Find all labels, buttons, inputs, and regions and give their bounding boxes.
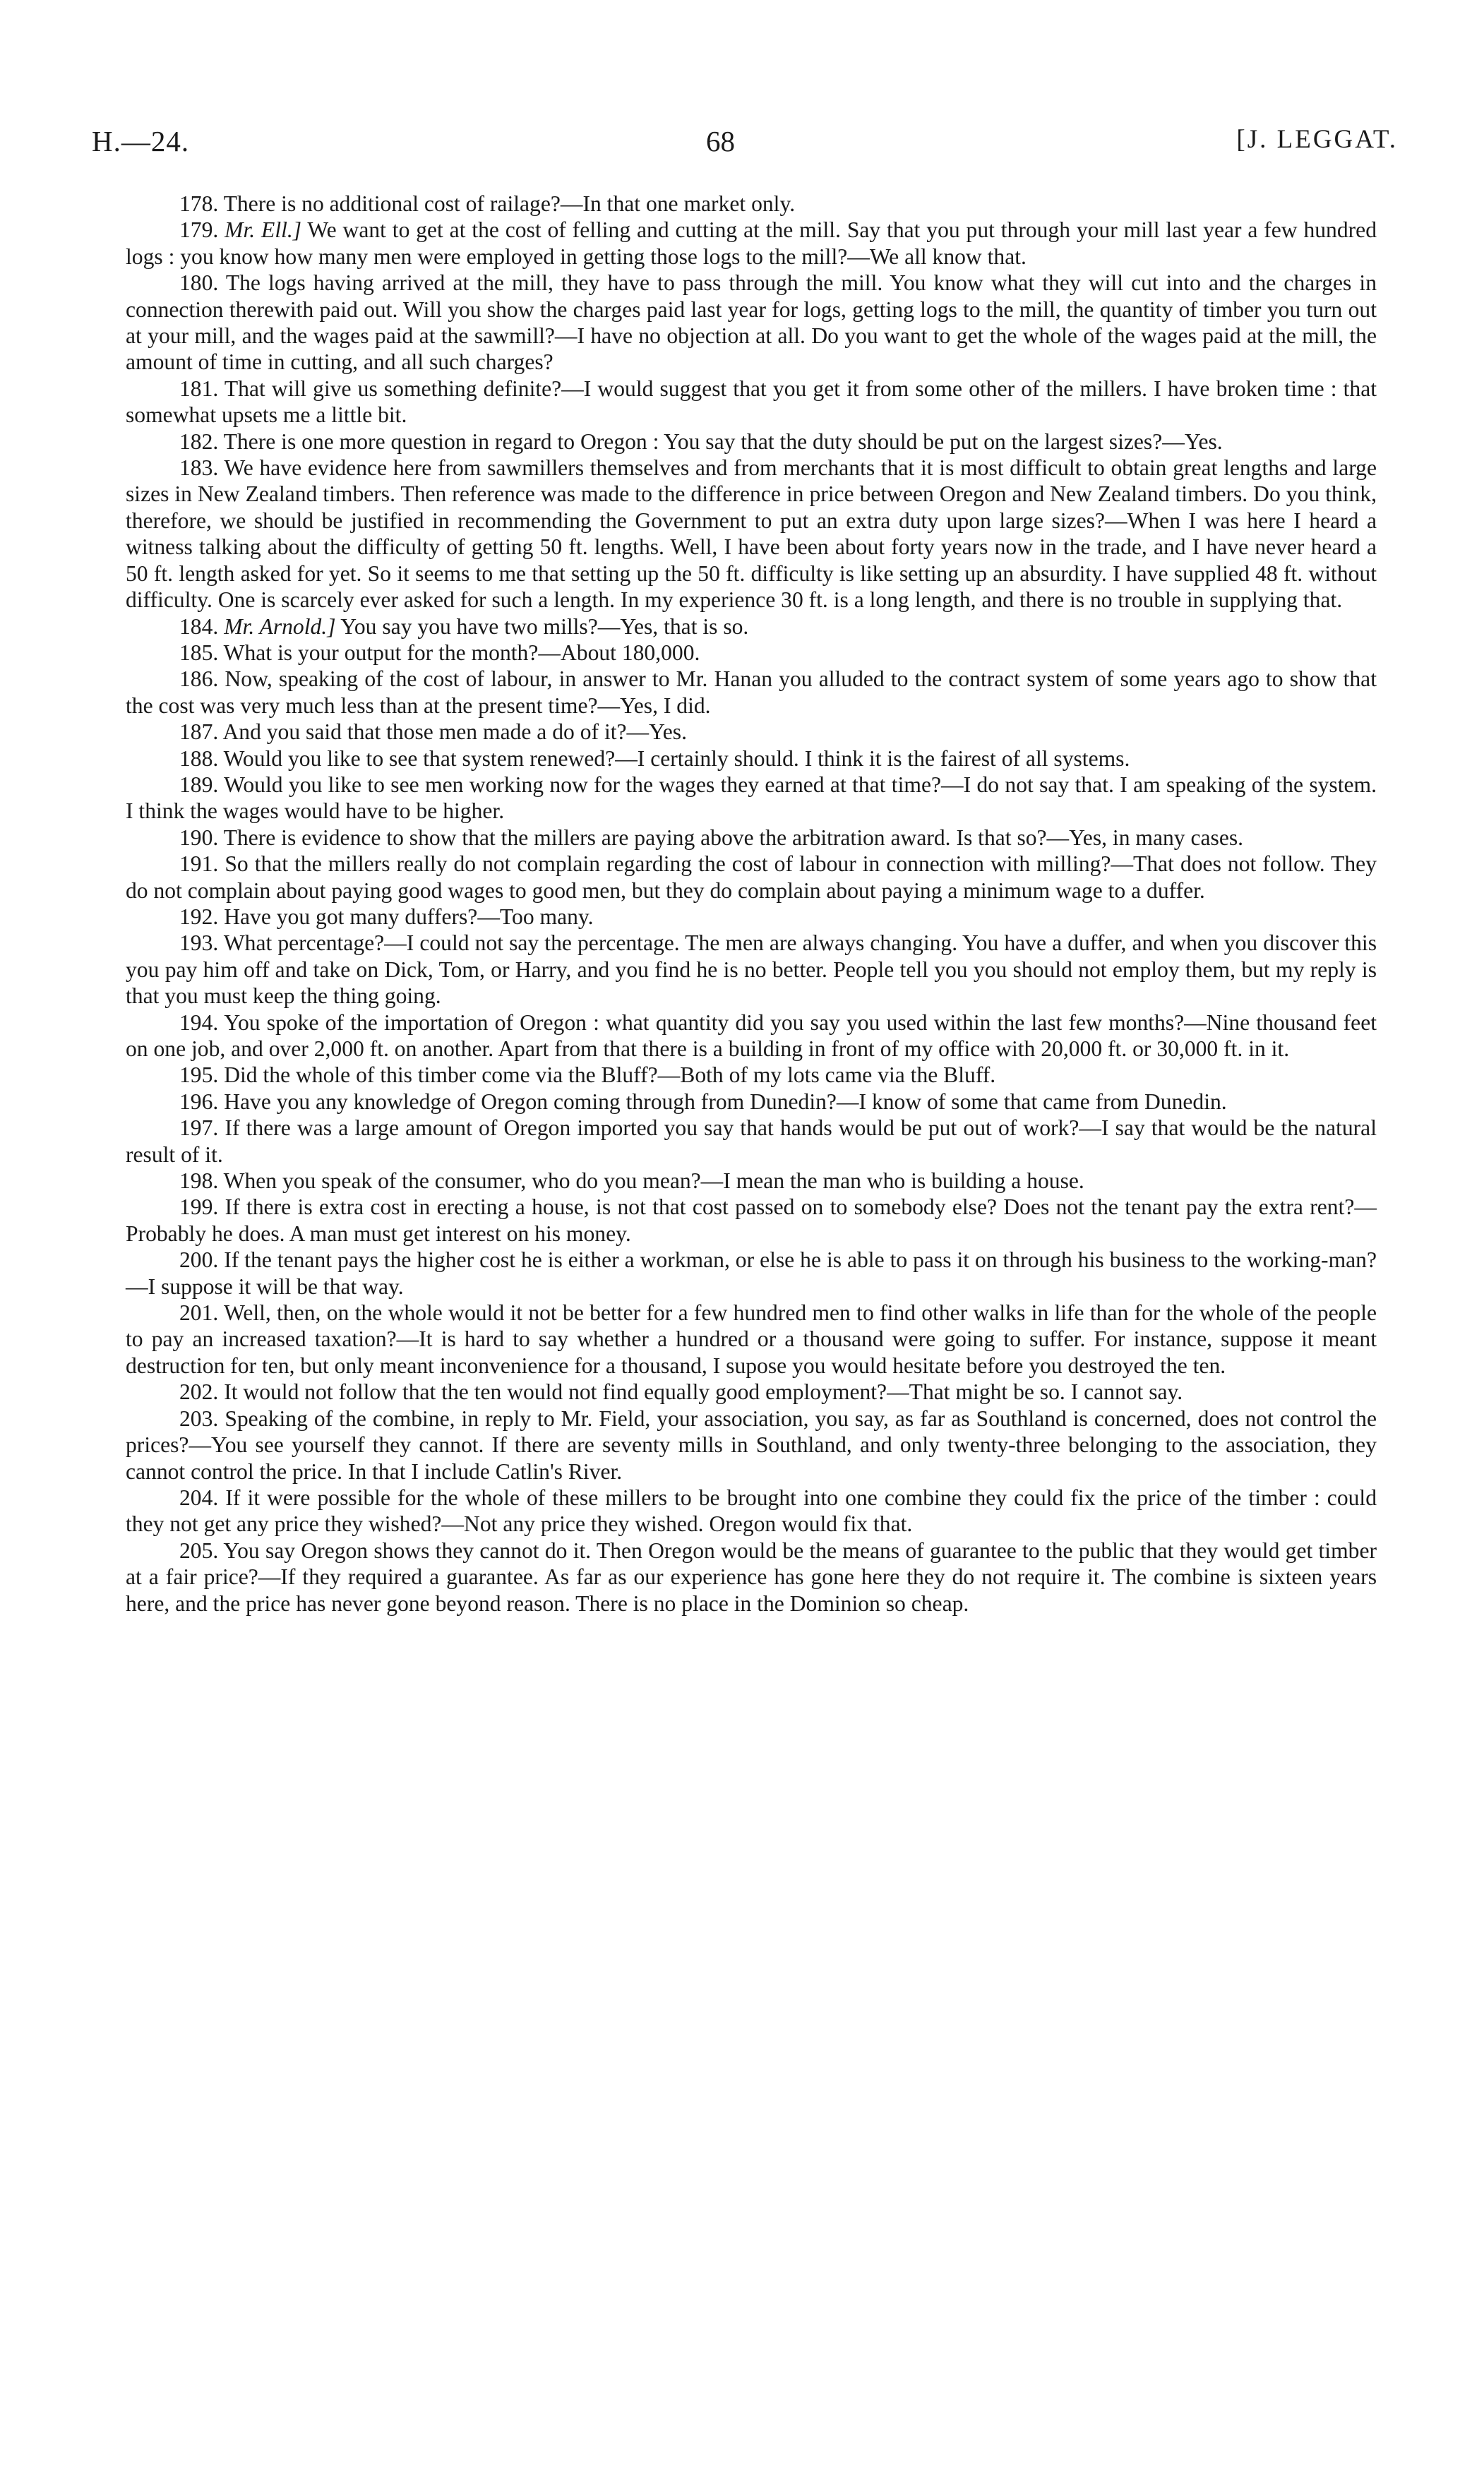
- question-number: 189.: [179, 772, 219, 797]
- question-text: If there was a large amount of Oregon imported you say that hands would be put out of work?—I say that would be the natural result of it.: [126, 1115, 1377, 1167]
- question-text: Speaking of the combine, in reply to Mr. Field, your association, you say, as far as Southland is concerned, does not control the prices?—You see yourself they cannot. If there are seventy mills in Southland, and only twenty-three belonging to the association, they cannot control the price. In that I include Catlin's River.: [126, 1406, 1377, 1484]
- question-paragraph: [126, 930, 1377, 1009]
- question-paragraph: [126, 217, 1377, 270]
- question-paragraph: [126, 666, 1377, 719]
- question-number: 178.: [179, 191, 219, 216]
- question-text: That will give us something definite?—I would suggest that you get it from some other of the millers. I have broken time : that somewhat upsets me a little bit.: [126, 376, 1377, 428]
- question-paragraph: [126, 376, 1377, 429]
- question-paragraph: [126, 613, 1377, 640]
- question-text: We want to get at the cost of felling and cutting at the mill. Say that you put through your mill last year a few hundred logs : you know how many men were employed in getting those logs to the mill?—We all know that.: [126, 217, 1377, 269]
- question-number: 179.: [179, 217, 219, 243]
- question-number: 190.: [179, 825, 219, 850]
- question-text: You say Oregon shows they cannot do it. Then Oregon would be the means of guarantee to the public that they would get timber at a fair price?—If they required a guarantee. As far as our experience has gone here they do not require it. The combine is sixteen years here, and the price has never gone beyond reason. There is no place in the Dominion so cheap.: [126, 1538, 1377, 1616]
- question-text: So that the millers really do not complain regarding the cost of labour in connection with milling?—That does not follow. They do not complain about paying good wages to good men, but they do complain about paying a minimum wage to a duffer.: [126, 851, 1377, 903]
- question-text: Would you like to see men working now for the wages they earned at that time?—I do not say that. I am speaking of the system. I think the wages would have to be higher.: [126, 772, 1377, 824]
- question-number: 188.: [179, 745, 219, 771]
- question-paragraph: [126, 1485, 1377, 1538]
- question-text: There is no additional cost of railage?—In that one market only.: [223, 191, 796, 216]
- question-number: 203.: [179, 1406, 219, 1431]
- page-number: 68: [706, 125, 735, 157]
- question-number: 185.: [179, 640, 219, 665]
- question-number: 187.: [179, 719, 219, 745]
- question-number: 204.: [179, 1485, 219, 1510]
- question-number: 197.: [179, 1115, 219, 1141]
- question-text: You spoke of the importation of Oregon : what quantity did you say you used within the last few months?—Nine thousand feet on one job, and over 2,000 ft. on another. Apart from that there is a building in front of my office with 20,000 ft. or 30,000 ft. in it.: [126, 1010, 1377, 1061]
- question-text: Now, speaking of the cost of labour, in answer to Mr. Hanan you alluded to the contract system of some years ago to show that the cost was very much less than at the present time?—Yes, I did.: [126, 666, 1377, 718]
- question-paragraph: [126, 640, 1377, 666]
- question-paragraph: [126, 1010, 1377, 1062]
- question-paragraph: [126, 1062, 1377, 1088]
- question-paragraph: [126, 1300, 1377, 1379]
- question-text: Did the whole of this timber come via the Bluff?—Both of my lots came via the Bluff.: [224, 1062, 996, 1088]
- question-paragraph: [126, 1406, 1377, 1485]
- question-number: 200.: [179, 1247, 219, 1273]
- question-number: 180.: [179, 270, 219, 296]
- speaker-label: Mr. Arnold.]: [224, 613, 336, 639]
- question-text: The logs having arrived at the mill, they have to pass through the mill. You know what they will cut into and the charges in connection therewith paid out. Will you show the charges paid last year for logs, getting logs to the mill, the quantity of timber you turn out at your mill, and the wages paid at the sawmill?—I have no objection at all. Do you want to get the whole of the wages paid at the mill, the amount of time in cutting, and all such charges?: [126, 270, 1377, 375]
- question-paragraph: [126, 455, 1377, 613]
- question-text: When you speak of the consumer, who do you mean?—I mean the man who is building a house.: [223, 1168, 1084, 1194]
- question-paragraph: [126, 772, 1377, 825]
- question-paragraph: [126, 851, 1377, 904]
- question-number: 181.: [179, 376, 219, 401]
- question-number: 186.: [179, 666, 219, 692]
- question-number: 195.: [179, 1062, 219, 1088]
- question-paragraph: [126, 904, 1377, 930]
- question-text: There is one more question in regard to Oregon : You say that the duty should be put on the largest sizes?—Yes.: [223, 429, 1223, 454]
- question-paragraph: [126, 1115, 1377, 1168]
- question-number: 191.: [179, 851, 219, 877]
- question-number: 198.: [179, 1168, 219, 1194]
- question-paragraph: [126, 1379, 1377, 1405]
- question-number: 196.: [179, 1089, 219, 1114]
- question-number: 199.: [179, 1194, 219, 1220]
- question-text: And you said that those men made a do of it?—Yes.: [222, 719, 687, 745]
- witness-name: [J. LEGGAT.: [1236, 125, 1398, 154]
- question-number: 183.: [179, 455, 219, 481]
- question-text: You say you have two mills?—Yes, that is so.: [340, 613, 749, 639]
- question-paragraph: [126, 719, 1377, 745]
- page-header: [92, 124, 1398, 167]
- question-paragraph: [126, 270, 1377, 376]
- question-text: If the tenant pays the higher cost he is either a workman, or else he is able to pass it on through his business to the working-man?—I suppose it will be that way.: [126, 1247, 1377, 1299]
- question-number: 193.: [179, 930, 219, 956]
- question-text: Have you got many duffers?—Too many.: [224, 904, 594, 929]
- question-paragraph: [126, 745, 1377, 772]
- question-paragraph: [126, 1247, 1377, 1300]
- question-paragraph: [126, 1538, 1377, 1617]
- question-text: What percentage?—I could not say the percentage. The men are always changing. You have a duffer, and when you discover this you pay him off and take on Dick, Tom, or Harry, and you find he is no better. People tell you you should not employ them, but my reply is that you must keep the thing going.: [126, 930, 1377, 1009]
- question-text: If it were possible for the whole of these millers to be brought into one combine they could fix the price of the timber : could they not get any price they wished?—Not any price they wished. Oregon would fix that.: [126, 1485, 1377, 1537]
- question-text: Well, then, on the whole would it not be better for a few hundred men to find other walks in life than for the whole of the people to pay an increased taxation?—It is hard to say whether a hundred or a thousand were going to suffer. For instance, suppose it meant destruction for ten, but only meant inconvenience for a thousand, I supose you would hesitate before you destroyed the ten.: [126, 1300, 1377, 1378]
- question-paragraph: [126, 191, 1377, 217]
- evidence-transcript: [126, 191, 1377, 1617]
- question-number: 184.: [179, 613, 219, 639]
- question-paragraph: [126, 429, 1377, 455]
- question-number: 194.: [179, 1010, 219, 1035]
- question-paragraph: [126, 1194, 1377, 1247]
- question-number: 182.: [179, 429, 219, 454]
- question-number: 202.: [179, 1379, 219, 1405]
- question-text: Have you any knowledge of Oregon coming through from Dunedin?—I know of some that came from Dunedin.: [224, 1089, 1227, 1114]
- question-text: What is your output for the month?—About 180,000.: [223, 640, 700, 665]
- question-number: 201.: [179, 1300, 219, 1326]
- question-paragraph: [126, 1089, 1377, 1115]
- question-paragraph: [126, 1168, 1377, 1194]
- question-text: If there is extra cost in erecting a house, is not that cost passed on to somebody else? Does not the tenant pay the extra rent?—Probably he does. A man must get interest on his money.: [126, 1194, 1377, 1246]
- document-reference: H.—24.: [92, 125, 190, 157]
- question-text: Would you like to see that system renewed?—I certainly should. I think it is the fairest of all systems.: [223, 745, 1130, 771]
- question-text: It would not follow that the ten would not find equally good employment?—That might be so. I cannot say.: [224, 1379, 1183, 1405]
- question-number: 192.: [179, 904, 219, 929]
- question-text: There is evidence to show that the millers are paying above the arbitration award. Is that so?—Yes, in many cases.: [223, 825, 1244, 850]
- question-number: 205.: [179, 1538, 219, 1563]
- speaker-label: Mr. Ell.]: [225, 217, 302, 243]
- question-paragraph: [126, 825, 1377, 851]
- question-text: We have evidence here from sawmillers themselves and from merchants that it is most difficult to obtain great lengths and large sizes in New Zealand timbers. Then reference was made to the difference in price between Oregon and New Zealand timbers. Do you think, therefore, we should be justified in recommending the Government to put an extra duty upon large sizes?—When I was here I heard a witness talking about the difficulty of getting 50 ft. lengths. Well, I have been about forty years now in the trade, and I have never heard a 50 ft. length asked for yet. So it seems to me that setting up the 50 ft. difficulty is like setting up an absurdity. I have supplied 48 ft. without difficulty. One is scarcely ever asked for such a length. In my experience 30 ft. is a long length, and there is no trouble in supplying that.: [126, 455, 1377, 613]
